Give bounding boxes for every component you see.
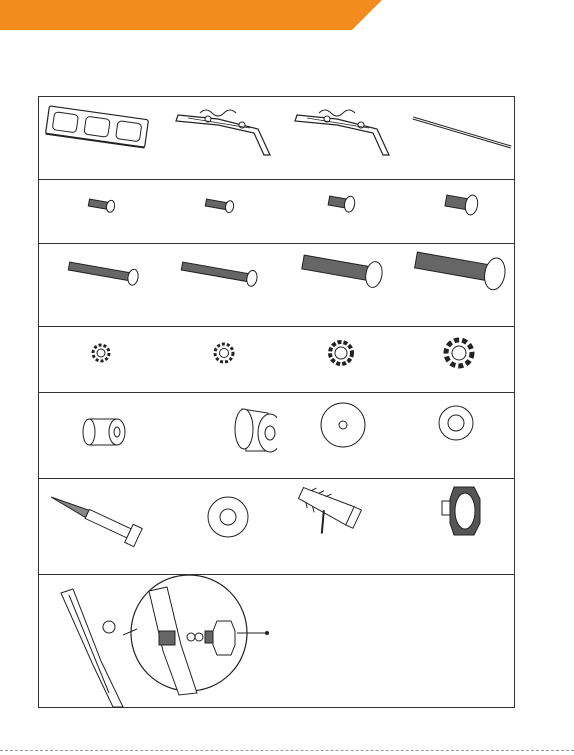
long-screw-icon: [158, 244, 277, 327]
lock-washer-icon: [158, 327, 277, 393]
long-thick-screw-icon: [277, 244, 396, 327]
assembly-diagram-icon: [39, 575, 515, 708]
parts-grid: [38, 96, 515, 708]
medium-screw-icon: [277, 180, 396, 244]
part-cell: [158, 180, 277, 243]
long-thick-screw-icon: [396, 244, 515, 327]
part-cell: [396, 97, 515, 179]
part-cell: [39, 244, 158, 326]
parts-row-3: [39, 244, 514, 327]
wall-anchor-icon: [277, 479, 396, 575]
assembly-cell: [39, 575, 515, 708]
part-cell: [277, 244, 396, 326]
knob-icon: [396, 479, 515, 575]
lock-washer-icon: [277, 327, 396, 393]
part-cell: [39, 97, 158, 179]
part-cell: [39, 327, 158, 392]
lag-bolt-icon: [39, 479, 158, 575]
header-banner: [0, 0, 574, 30]
part-cell: [39, 479, 158, 574]
part-cell: [396, 327, 515, 392]
part-cell: [158, 393, 277, 478]
part-cell: [277, 479, 396, 574]
part-cell: [158, 479, 277, 574]
parts-row-1: [39, 97, 514, 180]
part-cell: [39, 393, 158, 478]
parts-row-6: [39, 479, 514, 575]
mounting-arm-icon: [158, 97, 277, 180]
spacer-icon: [158, 393, 277, 479]
part-cell: [277, 393, 396, 478]
bottom-rule: [0, 750, 574, 753]
part-cell: [396, 244, 515, 326]
part-cell: [396, 393, 515, 478]
spacer-icon: [39, 393, 158, 479]
lock-washer-icon: [39, 327, 158, 393]
rod-icon: [396, 97, 515, 180]
part-cell: [277, 327, 396, 392]
large-screw-icon: [396, 180, 515, 244]
flat-washer-icon: [277, 393, 396, 479]
flat-washer-icon: [396, 393, 515, 479]
parts-row-2: [39, 180, 514, 244]
part-cell: [158, 244, 277, 326]
lock-washer-icon: [396, 327, 515, 393]
wall-plate-icon: [39, 97, 158, 180]
part-cell: [277, 97, 396, 179]
parts-row-4: [39, 327, 514, 393]
mounting-arm-icon: [277, 97, 396, 180]
part-cell: [396, 180, 515, 243]
part-cell: [277, 180, 396, 243]
small-screw-icon: [158, 180, 277, 244]
parts-row-5: [39, 393, 514, 479]
washer-icon: [158, 479, 277, 575]
parts-row-7: [39, 575, 514, 708]
long-screw-icon: [39, 244, 158, 327]
part-cell: [158, 97, 277, 179]
banner-shape: [0, 0, 382, 30]
part-cell: [158, 327, 277, 392]
part-cell: [396, 479, 515, 574]
part-cell: [39, 180, 158, 243]
small-screw-icon: [39, 180, 158, 244]
